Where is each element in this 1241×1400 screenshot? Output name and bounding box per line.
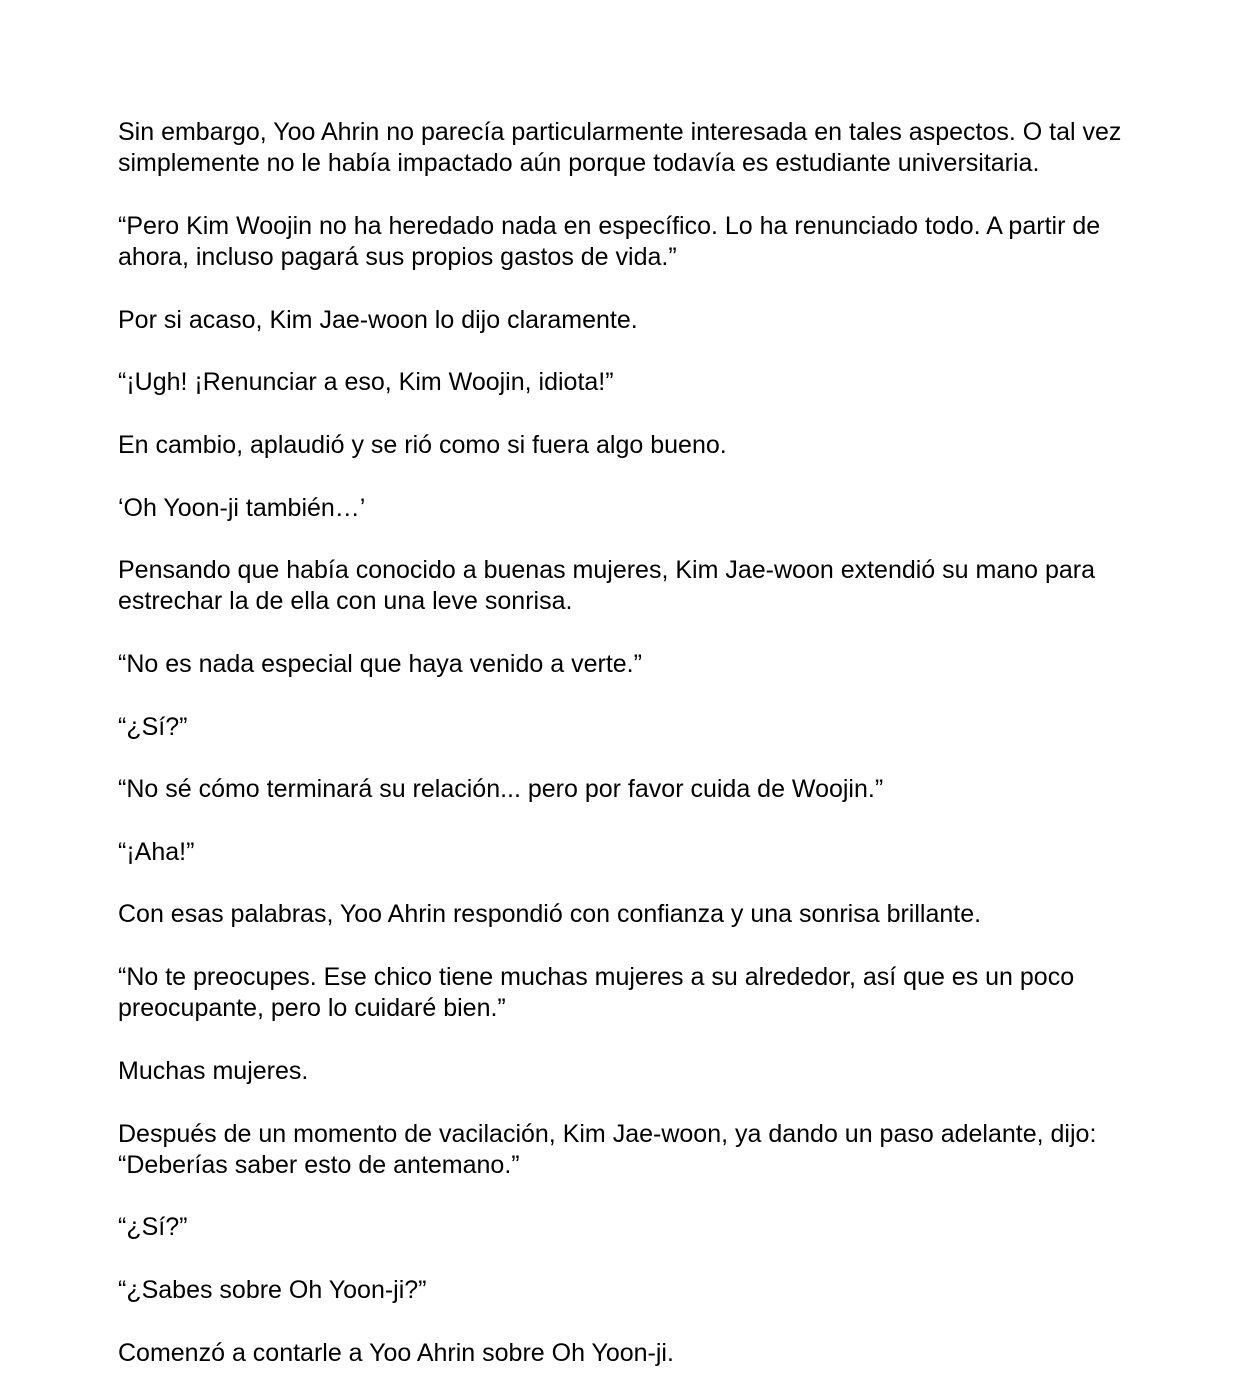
paragraph: “No te preocupes. Ese chico tiene muchas mujeres a su alrededor, así que es un poco preocupante, pero lo cuidaré bien.” [118,963,1075,1023]
paragraph: Por si acaso, Kim Jae-woon lo dijo claramente. [118,305,638,334]
paragraph: Pensando que había conocido a buenas mujeres, Kim Jae-woon extendió su mano para estrechar la de ella con una leve sonrisa. [118,556,1096,616]
paragraph: Comenzó a contarle a Yoo Ahrin sobre Oh Yoon-ji. [118,1338,674,1367]
paragraph: Sin embargo, Yoo Ahrin no parecía particularmente interesada en tales aspectos. O tal vez simplemente no le había impactado aún porque todavía es estudiante universitaria. [118,118,1122,178]
paragraph: ‘Oh Yoon-ji también…’ [118,493,366,522]
document-page [118,117,1128,1400]
paragraph: “¿Sabes sobre Oh Yoon-ji?” [118,1275,427,1304]
paragraph: Con esas palabras, Yoo Ahrin respondió con confianza y una sonrisa brillante. [118,900,982,929]
paragraph: “No sé cómo terminará su relación... pero por favor cuida de Woojin.” [118,775,884,804]
paragraph: “Pero Kim Woojin no ha heredado nada en específico. Lo ha renunciado todo. A partir de ahora, incluso pagará sus propios gastos de vida.” [118,211,1101,272]
paragraph: “¡Aha!” [118,837,195,866]
paragraph: Después de un momento de vacilación, Kim Jae-woon, ya dando un paso adelante, dijo: “Deberías saber esto de antemano.” [118,1119,1097,1179]
paragraph: “No es nada especial que haya venido a verte.” [118,650,642,679]
paragraph: “¿Sí?” [118,712,188,741]
paragraph: Muchas mujeres. [118,1056,309,1085]
paragraph: “¡Ugh! ¡Renunciar a eso, Kim Woojin, idiota!” [118,368,614,397]
paragraph: “¿Sí?” [118,1213,188,1242]
paragraph: En cambio, aplaudió y se rió como si fuera algo bueno. [118,430,727,459]
